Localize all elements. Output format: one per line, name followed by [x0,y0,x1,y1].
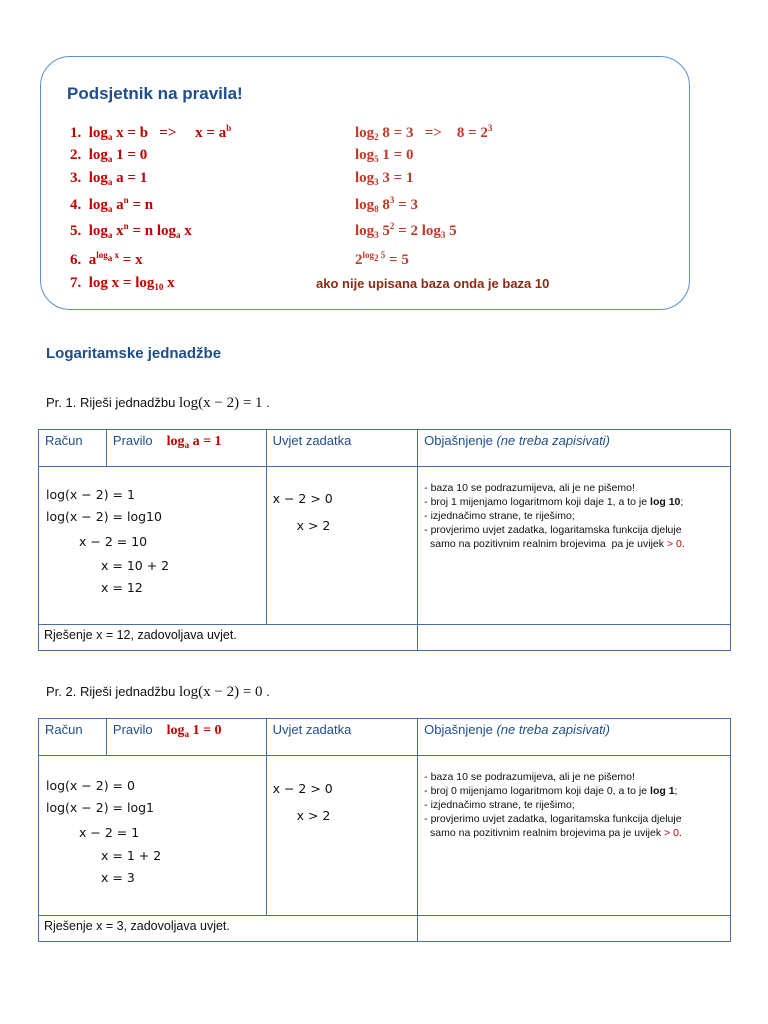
condition-2: x > 2 [296,518,331,533]
step-3: x − 2 = 1 [79,825,140,840]
step-3: x − 2 = 10 [79,534,148,549]
rule-6-formula: $a^{log_a x} = x$ [88,250,143,268]
header-pravilo: Pravilo $\log_a 1 = 0$ [106,719,266,756]
example-4: $\log_8 8^3 = 3$ [355,195,418,214]
step-2: log(x − 2) = log10 [46,509,162,524]
step-4: x = 1 + 2 [101,848,162,863]
rule-7-formula: $\log x = \log_{10} x$ [88,275,175,292]
rule-5: 5. $\log_a x^n = n$ $\log_a x$ [70,221,192,240]
step-4: x = 10 + 2 [101,558,170,573]
explanation-line: - baza 10 se podrazumijeva, ali je ne pišemo! [424,482,635,494]
problem-2-statement: Pr. 2. Riješi jednadžbu log(x − 2) = 0 . [46,684,270,700]
explanation-cell [418,467,731,625]
header-objasnjenje: Objašnjenje (ne treba zapisivati) [418,430,731,467]
solution-cell: Rješenje x = 12, zadovoljava uvjet. [39,625,418,651]
rule-1: 1. $\log_a x = b$ => $x = a^b$ [70,123,232,142]
example-3: $\log_3 3 = 1$ [355,170,414,187]
rule-1-formula: $\log_a x = b$ => $x = a^b$ [88,123,232,142]
condition-1: x − 2 > 0 [272,781,333,796]
explanation-line: - izjednačimo strane, te riješimo; [424,510,575,522]
base-10-note: ako nije upisana baza onda je baza 10 [316,276,550,291]
explanation-line: samo na pozitivnim realnim brojevima pa je uvijek > 0. [424,538,685,550]
rule-3-formula: $\log_a a = 1$ [88,170,148,187]
rule-applied: $\log_a 1 = 0$ [166,723,222,739]
step-2: log(x − 2) = log1 [46,800,155,815]
calculation-cell [39,756,267,916]
rule-6: 6. $a^{log_a x} = x$ [70,250,143,268]
explanation-line: - provjerimo uvjet zadatka, logaritamska funkcija djeluje [424,813,682,825]
header-objasnjenje: Objašnjenje (ne treba zapisivati) [418,719,731,756]
explanation-line: - baza 10 se podrazumijeva, ali je ne pišemo! [424,771,635,783]
explanation-line: - izjednačimo strane, te riješimo; [424,799,575,811]
explanation-line: - broj 0 mijenjamo logaritmom koji daje 0, a to je log 1; [424,785,678,797]
problem-1-equation: log(x − 2) = 1 [178,395,263,411]
header-racun: Račun [39,719,107,756]
rule-applied: $\log_a a = 1$ [166,434,222,450]
reminder-title: Podsjetnik na pravila! [67,84,243,103]
rule-4-formula: $\log_a a^n = n$ [88,195,154,214]
explanation-cell [418,756,731,916]
problem-2-table [38,718,731,942]
header-racun: Račun [39,430,107,467]
condition-2: x > 2 [296,808,331,823]
header-uvjet: Uvjet zadatka [266,430,418,467]
explanation-line: samo na pozitivnim realnim brojevima pa je uvijek > 0. [424,827,682,839]
rule-7: 7. $\log x = \log_{10} x$ [70,275,175,292]
step-1: log(x − 2) = 1 [46,487,135,502]
condition-cell [266,756,418,916]
problem-1-table [38,429,731,651]
empty-cell [418,625,731,651]
condition-cell [266,467,418,625]
problem-1-statement: Pr. 1. Riješi jednadžbu log(x − 2) = 1 . [46,395,270,411]
rule-2-formula: $\log_a 1 = 0$ [88,147,148,164]
step-5: x = 3 [101,870,135,885]
step-1: log(x − 2) = 0 [46,778,135,793]
rule-3: 3. $\log_a a = 1$ [70,170,148,187]
step-5: x = 12 [101,580,143,595]
example-1: $\log_2 8 = 3$ => $8 = 2^3$ [355,123,493,142]
header-pravilo: Pravilo $\log_a a = 1$ [106,430,266,467]
explanation-line: - provjerimo uvjet zadatka, logaritamska funkcija djeluje [424,524,682,536]
example-5: $\log_3 5^2 = 2$ $\log_3 5$ [355,221,457,240]
header-uvjet: Uvjet zadatka [266,719,418,756]
rule-4: 4. $\log_a a^n = n$ [70,195,154,214]
example-2: $\log_5 1 = 0$ [355,147,414,164]
calculation-cell [39,467,267,625]
solution-cell: Rješenje x = 3, zadovoljava uvjet. [39,916,418,942]
section-title: Logaritamske jednadžbe [46,345,222,362]
problem-2-equation: log(x − 2) = 0 [178,684,263,700]
explanation-line: - broj 1 mijenjamo logaritmom koji daje 1, a to je log 10; [424,496,684,508]
example-6: $2^{log_2 5} = 5$ [355,250,409,268]
condition-1: x − 2 > 0 [272,491,333,506]
rule-2: 2. $\log_a 1 = 0$ [70,147,148,164]
rule-5-formula: $\log_a x^n = n$ $\log_a x$ [88,221,192,240]
empty-cell [418,916,731,942]
